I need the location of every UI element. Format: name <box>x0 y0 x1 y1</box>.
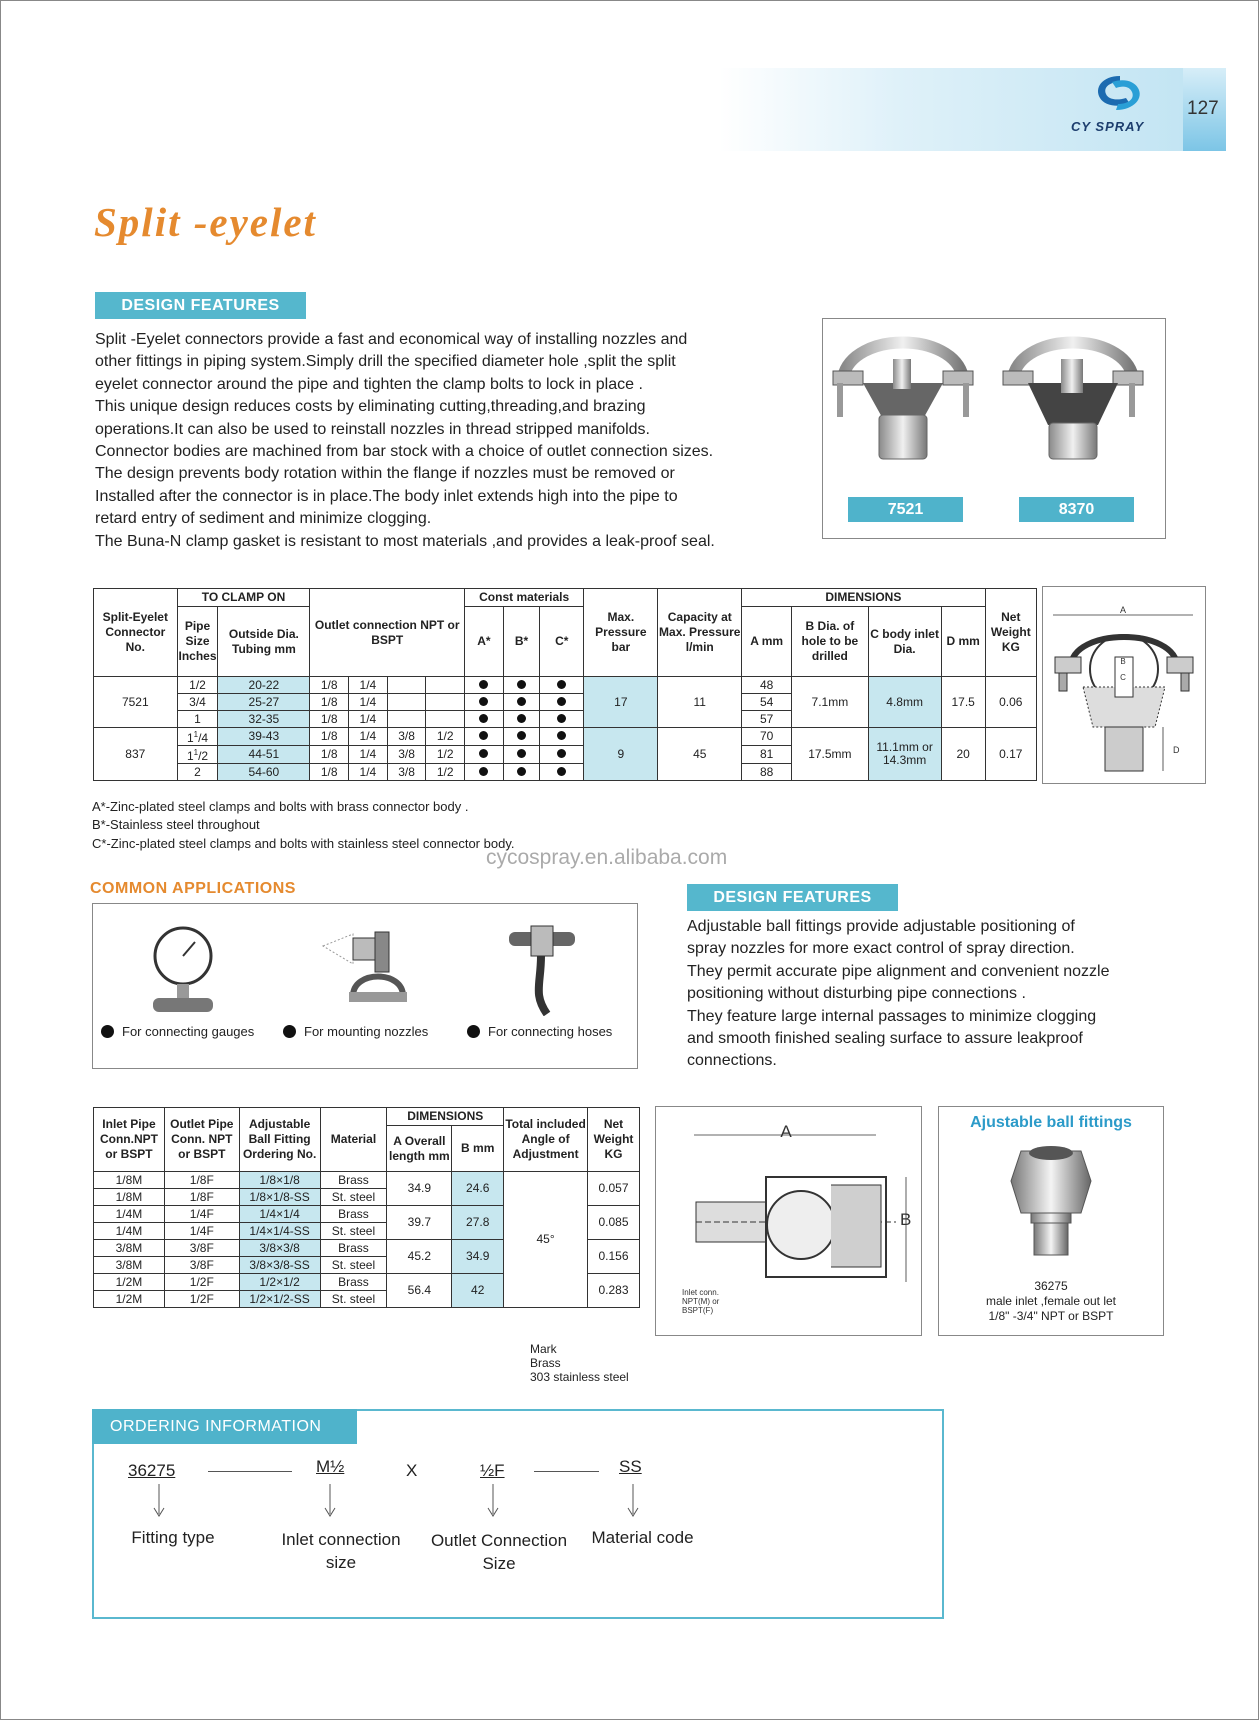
outlet-1: 1/8 <box>320 764 338 779</box>
order-separator: X <box>406 1461 418 1480</box>
col-c: C* <box>540 607 584 677</box>
col-outlet: Outlet Pipe Conn. NPT or BSPT <box>164 1108 239 1172</box>
order-code-fitting: 36275 <box>128 1461 176 1480</box>
outlet: 1/2F <box>189 1291 214 1306</box>
outlet-4: 1/2 <box>436 747 454 761</box>
col-b: B* <box>503 607 540 677</box>
outside-dia: 39-43 <box>248 729 280 743</box>
outside-dia: 25-27 <box>248 694 280 709</box>
section-label-b: B <box>900 1210 912 1229</box>
section-note-3: BSPT(F) <box>682 1306 714 1315</box>
pipe-size: 3/4 <box>189 694 206 709</box>
outlet-2: 1/4 <box>359 694 377 709</box>
order-code-outlet: ½F <box>480 1461 505 1480</box>
a-mm: 70 <box>759 729 774 743</box>
col-to-clamp-on: TO CLAMP ON <box>177 589 310 607</box>
col-connector-no: Split-Eyelet Connector No. <box>94 589 178 677</box>
cy-spray-logo-icon <box>1090 70 1148 116</box>
pipe-size-den: /4 <box>198 731 209 745</box>
ball-fitting-card <box>938 1106 1164 1336</box>
inlet: 1/4M <box>115 1223 143 1238</box>
capacity: 11 <box>693 694 706 709</box>
pipe-size: 1 <box>194 711 201 726</box>
material: St. steel <box>331 1257 376 1272</box>
d-mm: 20 <box>956 746 970 761</box>
weight: 0.156 <box>598 1249 629 1263</box>
order-label-fitting: Fitting type <box>131 1528 215 1547</box>
product-tag-8370: 8370 <box>1019 497 1134 522</box>
inlet: 1/8M <box>115 1172 143 1187</box>
page-number: 127 <box>1187 98 1219 119</box>
col-a-mm: A mm <box>742 607 792 677</box>
brand-name: CY SPRAY <box>1071 119 1145 134</box>
outlet-3: 3/8 <box>398 729 415 743</box>
outlet-3: 3/8 <box>398 747 415 761</box>
dot-icon <box>557 697 566 706</box>
inlet: 1/8M <box>115 1189 143 1204</box>
pipe-size: 2 <box>194 764 201 779</box>
b-mm: 24.6 <box>466 1181 490 1195</box>
ball-fitting-caption: 36275 male inlet ,female out let 1/8" -3/4" NPT or BSPT <box>985 1279 1117 1323</box>
inlet: 3/8M <box>115 1257 143 1272</box>
split-eyelet-table <box>93 588 1037 781</box>
common-applications-heading: COMMON APPLICATIONS <box>90 880 296 897</box>
order-label-inlet: Inlet connection size <box>281 1530 401 1572</box>
ordering-no: 3/8×3/8-SS <box>249 1257 310 1272</box>
weight: 0.057 <box>598 1181 629 1195</box>
ball-fitting-section-drawing <box>655 1106 922 1336</box>
material: St. steel <box>331 1291 376 1306</box>
material: St. steel <box>331 1189 376 1204</box>
table-row <box>94 1172 640 1189</box>
material: St. steel <box>331 1223 376 1238</box>
application-nozzles: For mounting nozzles <box>283 1024 428 1039</box>
outside-dia: 54-60 <box>248 764 280 779</box>
net-weight: 0.06 <box>999 694 1023 709</box>
c-body: 11.1mm or 14.3mm <box>876 740 933 767</box>
material: Brass <box>338 1206 369 1221</box>
material: Brass <box>338 1274 369 1289</box>
outlet: 3/8F <box>189 1240 214 1255</box>
col-c-body: C body inlet Dia. <box>868 607 941 677</box>
a-mm: 57 <box>759 711 774 726</box>
material: Brass <box>338 1172 369 1187</box>
arrow-down-icon <box>152 1484 166 1518</box>
drawing-label-b: B <box>1120 657 1126 666</box>
drawing-label-d: D <box>1173 745 1180 755</box>
connector-no: 7521 <box>121 694 149 709</box>
bullet-icon <box>467 1025 480 1038</box>
arrow-down-icon <box>323 1484 337 1518</box>
col-a: A* <box>465 607 504 677</box>
section-note-1: Inlet conn. <box>682 1288 719 1297</box>
col-net-weight: Net Weight KG <box>985 589 1036 677</box>
dot-icon <box>557 749 566 758</box>
pipe-size: 1/2 <box>189 677 206 692</box>
outlet-2: 1/4 <box>359 764 377 779</box>
dot-icon <box>517 697 526 706</box>
b-dia: 17.5mm <box>808 746 852 761</box>
dot-icon <box>557 731 566 740</box>
outside-dia: 20-22 <box>248 677 280 692</box>
split-eyelet-drawing <box>1042 586 1206 784</box>
clamp-section-drawing-icon <box>1043 587 1205 783</box>
bullet-icon <box>101 1025 114 1038</box>
a-length: 34.9 <box>407 1181 432 1195</box>
dot-icon <box>517 749 526 758</box>
outlet-1: 1/8 <box>320 694 338 709</box>
material: Brass <box>338 1240 369 1255</box>
col-inlet: Inlet Pipe Conn.NPT or BSPT <box>94 1108 165 1172</box>
application-gauges: For connecting gauges <box>101 1024 254 1039</box>
order-line-1 <box>208 1471 292 1472</box>
b-mm: 42 <box>471 1283 485 1297</box>
dot-icon <box>479 749 488 758</box>
dot-icon <box>479 731 488 740</box>
outlet-1: 1/8 <box>320 677 338 692</box>
ball-fitting-section-icon <box>656 1107 921 1335</box>
outlet: 3/8F <box>189 1257 214 1272</box>
dot-icon <box>479 767 488 776</box>
col-outlet-connection: Outlet connection NPT or BSPT <box>310 589 465 677</box>
application-hoses: For connecting hoses <box>467 1024 612 1039</box>
angle: 45° <box>536 1232 555 1246</box>
design-features-text-2: Adjustable ball fittings provide adjustable positioning of spray nozzles for more exact control of spray direction. They permit accurate pipe alignment and convenient nozzle positioning without disturbing pipe connections . They feature large internal passages to minimize clogging and smooth finished sealing surface to assure leakproof connections. <box>687 918 1110 1070</box>
col-const-materials: Const materials <box>465 589 584 607</box>
pipe-size-sup: 1 <box>193 748 199 757</box>
header-band <box>719 68 1224 151</box>
section-label-a: A <box>780 1122 792 1141</box>
ordering-no: 1/4×1/4 <box>259 1206 300 1221</box>
dot-icon <box>517 714 526 723</box>
dot-icon <box>557 767 566 776</box>
split-eyelet-product-icon <box>823 319 1165 479</box>
footnote-b: B*-Stainless steel throughout <box>92 817 260 832</box>
gauge-icon <box>143 924 223 1016</box>
col-outside-dia: Outside Dia. Tubing mm <box>218 607 310 677</box>
max-pressure: 17 <box>614 694 628 709</box>
dot-icon <box>479 697 488 706</box>
hose-connection-icon <box>503 924 583 1016</box>
col-pipe-size: Pipe Size Inches <box>177 607 218 677</box>
dot-icon <box>517 731 526 740</box>
max-pressure: 9 <box>617 746 625 761</box>
col-dimensions-2: DIMENSIONS <box>387 1108 504 1126</box>
outlet-2: 1/4 <box>359 729 377 743</box>
a-length: 45.2 <box>407 1249 432 1263</box>
outlet-4: 1/2 <box>436 764 454 779</box>
table-row <box>94 728 1037 746</box>
col-capacity: Capacity at Max. Pressure l/min <box>658 589 742 677</box>
a-mm: 54 <box>759 694 774 709</box>
nozzle-mount-icon <box>313 924 413 1016</box>
ordering-no: 1/2×1/2-SS <box>249 1291 310 1306</box>
product-image-box <box>822 318 1166 539</box>
outlet-1: 1/8 <box>320 729 338 743</box>
design-features-badge-1: DESIGN FEATURES <box>95 292 306 319</box>
b-mm: 27.8 <box>466 1215 490 1229</box>
weight: 0.283 <box>598 1283 629 1297</box>
ordering-no: 3/8×3/8 <box>259 1240 300 1255</box>
footnote-a: A*-Zinc-plated steel clamps and bolts with brass connector body . <box>92 799 469 814</box>
dot-icon <box>557 680 566 689</box>
c-body: 4.8mm <box>886 694 923 709</box>
outlet-3: 3/8 <box>398 764 415 779</box>
outlet-2: 1/4 <box>359 711 377 726</box>
col-max-pressure: Max. Pressure bar <box>584 589 658 677</box>
col-material: Material <box>320 1108 387 1172</box>
outside-dia: 32-35 <box>248 711 280 726</box>
outlet-4: 1/2 <box>436 729 454 743</box>
capacity: 45 <box>693 746 707 761</box>
a-length: 39.7 <box>407 1215 432 1229</box>
ball-fitting-card-title: Ajustable ball fittings <box>970 1114 1132 1131</box>
col-d-mm: D mm <box>941 607 985 677</box>
pipe-size-sup: 1 <box>193 730 199 739</box>
col-ordering: Adjustable Ball Fitting Ordering No. <box>239 1108 320 1172</box>
ordering-no: 1/2×1/2 <box>259 1274 300 1289</box>
b-mm: 34.9 <box>466 1249 490 1263</box>
table-row <box>94 677 1037 694</box>
footnote-c: C*-Zinc-plated steel clamps and bolts with stainless steel connector body. <box>92 836 515 851</box>
design-features-badge-2: DESIGN FEATURES <box>687 884 898 911</box>
d-mm: 17.5 <box>951 694 975 709</box>
watermark: cycospray.en.alibaba.com <box>486 846 728 869</box>
outlet-2: 1/4 <box>359 747 377 761</box>
inlet: 3/8M <box>115 1240 143 1255</box>
arrow-down-icon <box>626 1484 640 1518</box>
a-length: 56.4 <box>407 1283 432 1297</box>
col-b-mm: B mm <box>452 1126 504 1172</box>
order-code-inlet: M½ <box>316 1457 345 1476</box>
drawing-label-c: C <box>1120 673 1126 682</box>
ball-fitting-photo-icon <box>1001 1141 1101 1261</box>
section-note-2: NPT(M) or <box>682 1297 720 1306</box>
a-mm: 81 <box>759 747 774 761</box>
design-features-text-1: Split -Eyelet connectors provide a fast and economical way of installing nozzles and other fittings in piping system.Simply drill the specified diameter hole ,split the split eyelet connector around the pipe and tighten the clamp bolts to lock in place . This unique design reduces costs by eliminating cutting,threading,and brazing operations.It can also be used to reinstall nozzles in thread stripped manifolds. Connector bodies are machined from bar stock with a choice of outlet connection sizes. The design prevents body rotation within the flange if nozzles must be removed or Installed after the connector is in place.The body inlet extends high into the pipe to retard entry of sediment and minimize clogging. The Buna-N clamp gasket is resistant to most materials ,and provides a leak-proof seal. <box>95 331 715 550</box>
b-dia: 7.1mm <box>811 694 849 709</box>
outside-dia: 44-51 <box>248 747 280 761</box>
outlet: 1/2F <box>189 1274 214 1289</box>
bullet-icon <box>283 1025 296 1038</box>
col-a-length: A Overall length mm <box>387 1126 452 1172</box>
net-weight: 0.17 <box>999 746 1023 761</box>
outlet-2: 1/4 <box>359 677 377 692</box>
outlet-1: 1/8 <box>320 711 338 726</box>
inlet: 1/2M <box>115 1274 143 1289</box>
pipe-size: 1 <box>186 731 194 745</box>
order-code-material: SS <box>619 1457 642 1476</box>
col-angle: Total included Angle of Adjustment <box>504 1108 588 1172</box>
mark-notes: Mark Brass 303 stainless steel <box>530 1342 629 1384</box>
col-b-dia: B Dia. of hole to be drilled <box>792 607 868 677</box>
outlet: 1/4F <box>189 1206 214 1221</box>
outlet-1: 1/8 <box>320 747 338 761</box>
ball-fitting-table <box>93 1107 640 1308</box>
order-label-outlet: Outlet Connection Size <box>430 1531 568 1573</box>
col-weight-2: Net Weight KG <box>588 1108 640 1172</box>
inlet: 1/4M <box>115 1206 143 1221</box>
a-mm: 88 <box>759 764 774 779</box>
order-label-material: Material code <box>591 1528 694 1547</box>
outlet: 1/8F <box>189 1172 214 1187</box>
pipe-size: 1 <box>186 749 194 763</box>
drawing-label-a: A <box>1119 605 1127 615</box>
dot-icon <box>517 680 526 689</box>
connector-no: 837 <box>125 746 146 761</box>
page-title: Split -eyelet <box>94 199 317 245</box>
pipe-size-den: /2 <box>198 749 209 763</box>
ordering-no: 1/4×1/4-SS <box>249 1223 310 1238</box>
ordering-no: 1/8×1/8-SS <box>249 1189 310 1204</box>
dot-icon <box>479 680 488 689</box>
col-dimensions: DIMENSIONS <box>742 589 986 607</box>
dot-icon <box>557 714 566 723</box>
ordering-information-tag: ORDERING INFORMATION <box>92 1409 357 1444</box>
weight: 0.085 <box>598 1215 629 1229</box>
common-applications-box <box>92 903 638 1069</box>
a-mm: 48 <box>759 677 774 692</box>
outlet: 1/8F <box>189 1189 214 1204</box>
inlet: 1/2M <box>115 1291 143 1306</box>
order-line-2 <box>534 1471 599 1472</box>
outlet: 1/4F <box>189 1223 214 1238</box>
ordering-no: 1/8×1/8 <box>259 1172 300 1187</box>
dot-icon <box>479 714 488 723</box>
dot-icon <box>517 767 526 776</box>
product-tag-7521: 7521 <box>848 497 963 522</box>
arrow-down-icon <box>486 1484 500 1518</box>
